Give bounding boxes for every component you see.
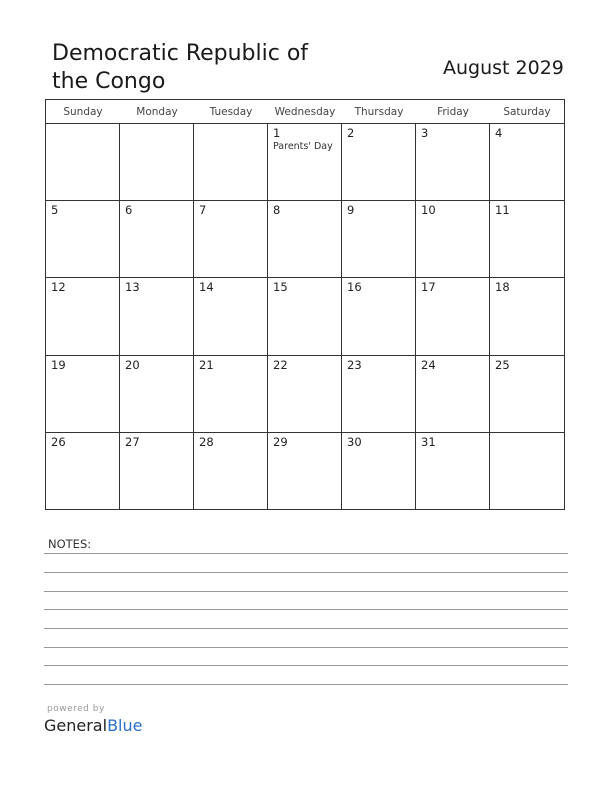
day-cell xyxy=(342,356,416,433)
day-grid xyxy=(46,124,564,510)
day-cell xyxy=(120,124,194,201)
day-cell xyxy=(416,201,490,278)
day-number: 2 xyxy=(347,126,355,140)
day-cell xyxy=(268,124,342,201)
calendar-title xyxy=(52,40,308,96)
note-line xyxy=(44,572,568,573)
day-cell xyxy=(120,433,194,510)
day-number: 7 xyxy=(199,203,207,218)
day-cell xyxy=(416,124,490,201)
day-number: 18 xyxy=(495,280,510,295)
day-cell xyxy=(490,356,564,433)
note-line xyxy=(44,591,568,592)
day-number: 14 xyxy=(199,280,214,295)
note-line xyxy=(44,609,568,610)
weekday-wednesday: Wednesday xyxy=(274,106,336,118)
day-number: 28 xyxy=(199,434,214,449)
day-cell xyxy=(268,356,342,433)
note-line xyxy=(44,665,568,666)
day-cell xyxy=(490,278,564,355)
day-number: 13 xyxy=(125,280,140,295)
day-number: 19 xyxy=(51,357,66,372)
powered-by-label: powered by xyxy=(47,704,105,714)
day-cell xyxy=(342,201,416,278)
day-number: 12 xyxy=(51,280,66,295)
brand-logo xyxy=(44,716,142,735)
day-cell xyxy=(268,201,342,278)
day-cell xyxy=(194,124,268,201)
weekday-monday: Monday xyxy=(136,106,178,118)
day-cell xyxy=(194,433,268,510)
day-number: 15 xyxy=(273,280,288,295)
day-cell xyxy=(120,356,194,433)
weekday-header xyxy=(46,100,564,124)
day-number: 20 xyxy=(125,357,140,372)
note-line xyxy=(44,628,568,629)
day-cell xyxy=(490,201,564,278)
day-cell xyxy=(342,278,416,355)
day-cell xyxy=(46,124,120,201)
day-number: 16 xyxy=(347,280,362,295)
day-number: 25 xyxy=(495,357,510,372)
day-cell xyxy=(46,278,120,355)
calendar-grid xyxy=(45,99,565,510)
day-number: 29 xyxy=(273,434,288,449)
day-cell xyxy=(268,278,342,355)
day-cell xyxy=(268,433,342,510)
title-line-1: Democratic Republic of xyxy=(52,41,309,66)
day-cell xyxy=(194,356,268,433)
day-number: 4 xyxy=(495,126,503,140)
title-line-2: the Congo xyxy=(52,69,166,94)
day-number: 21 xyxy=(199,357,214,372)
day-number: 11 xyxy=(495,203,510,218)
day-number: 22 xyxy=(273,357,288,372)
note-line xyxy=(44,684,568,685)
day-cell xyxy=(120,201,194,278)
day-number: 10 xyxy=(421,203,436,218)
brand-blue: Blue xyxy=(107,716,143,735)
day-cell xyxy=(490,124,564,201)
day-cell xyxy=(46,201,120,278)
day-cell xyxy=(46,433,120,510)
weekday-saturday: Saturday xyxy=(503,106,551,118)
day-cell xyxy=(416,356,490,433)
note-line xyxy=(44,553,568,554)
day-cell xyxy=(120,278,194,355)
day-cell xyxy=(194,278,268,355)
month-label: August 2029 xyxy=(443,57,564,79)
day-number: 17 xyxy=(421,280,436,295)
weekday-friday: Friday xyxy=(437,106,469,118)
day-number: 26 xyxy=(51,434,66,449)
weekday-tuesday: Tuesday xyxy=(209,106,253,118)
day-cell xyxy=(416,433,490,510)
weekday-thursday: Thursday xyxy=(354,106,404,118)
day-cell xyxy=(490,433,564,510)
day-cell xyxy=(194,201,268,278)
day-cell xyxy=(342,124,416,201)
day-number: 8 xyxy=(273,203,281,218)
note-line xyxy=(44,647,568,648)
day-cell xyxy=(342,433,416,510)
holiday-label: Parents' Day xyxy=(273,141,333,152)
day-number: 1 xyxy=(273,126,281,140)
day-cell xyxy=(46,356,120,433)
day-number: 27 xyxy=(125,434,140,449)
day-number: 3 xyxy=(421,126,429,140)
day-number: 31 xyxy=(421,434,436,449)
day-number: 23 xyxy=(347,357,362,372)
day-cell xyxy=(416,278,490,355)
weekday-sunday: Sunday xyxy=(63,106,103,118)
day-number: 6 xyxy=(125,203,133,218)
day-number: 5 xyxy=(51,203,59,218)
notes-label: NOTES: xyxy=(48,537,92,551)
brand-general: General xyxy=(44,716,108,735)
day-number: 24 xyxy=(421,357,436,372)
day-number: 30 xyxy=(347,434,362,449)
day-number: 9 xyxy=(347,203,355,218)
